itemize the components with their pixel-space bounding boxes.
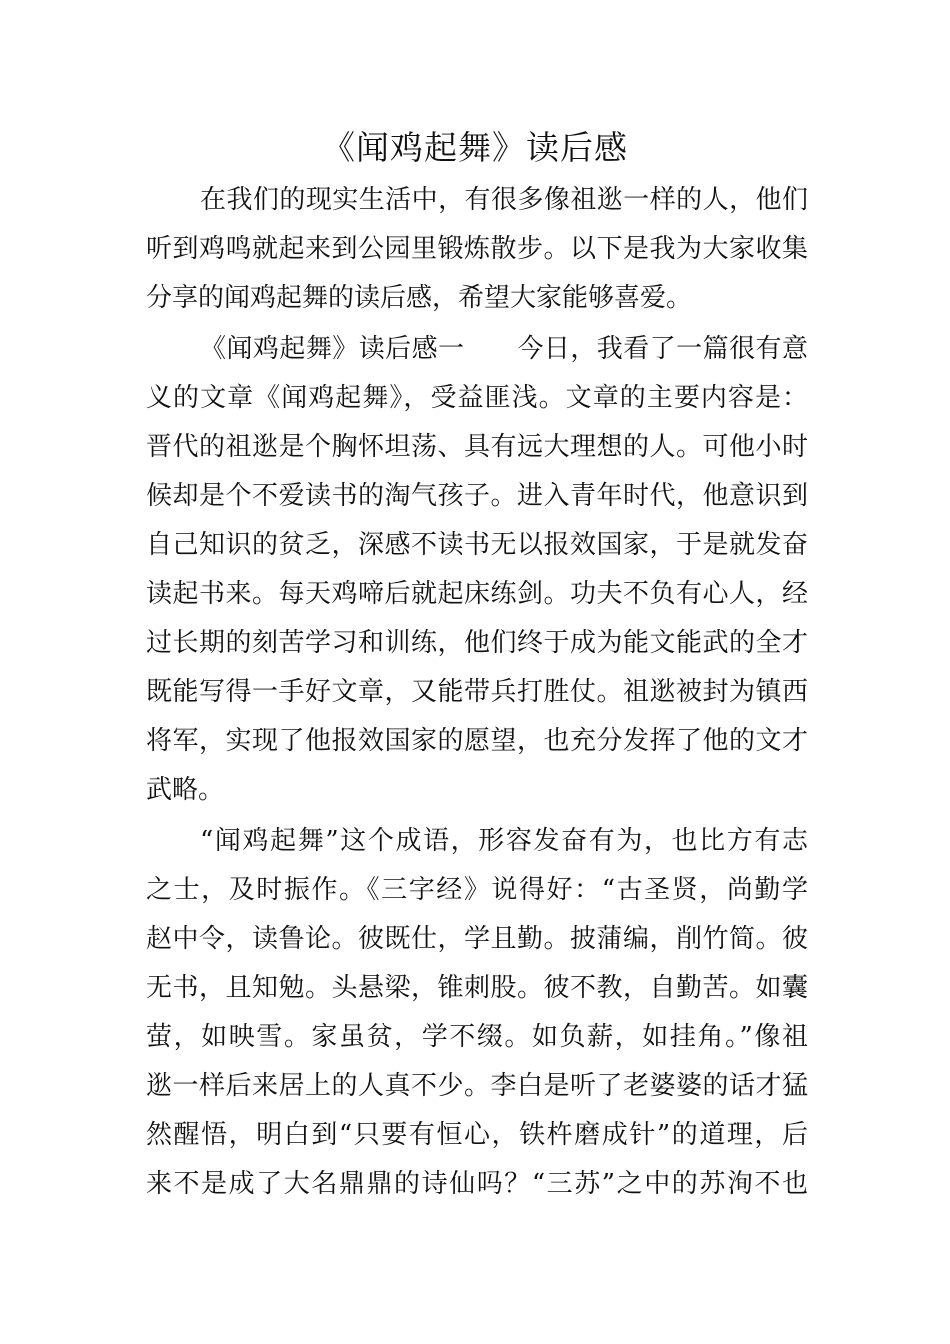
document-body (146, 176, 808, 1209)
paragraph-1-line-3: 分享的闻鸡起舞的读后感，希望大家能够喜爱。 (146, 283, 693, 313)
paragraph-3-line-3: 赵中令，读鲁论。彼既仕，学且勤。披蒲编，削竹简。彼 (146, 924, 808, 954)
paragraph-3-line-6: 逖一样后来居上的人真不少。李白是听了老婆婆的话才猛 (146, 1071, 808, 1101)
paragraph-3-line-5: 萤，如映雪。家虽贫，学不缀。如负薪，如挂角。”像祖 (146, 1022, 808, 1052)
document-title: 《闻鸡起舞》读后感 (322, 128, 628, 167)
paragraph-3-line-2: 之士，及时振作。《三字经》说得好：“古圣贤，尚勤学 (146, 875, 808, 905)
paragraph-2-line-7: 过长期的刻苦学习和训练，他们终于成为能文能武的全才 (146, 628, 808, 658)
paragraph-2-line-10: 武略。 (146, 775, 225, 805)
paragraph-2-line-6: 读起书来。每天鸡啼后就起床练剑。功夫不负有心人，经 (146, 579, 808, 609)
paragraph-2-line-5: 自己知识的贫乏，深感不读书无以报效国家，于是就发奋 (146, 530, 808, 560)
paragraph-3-line-4: 无书，且知勉。头悬梁，锥刺股。彼不教，自勤苦。如囊 (146, 973, 808, 1003)
paragraph-2-line-1: 《闻鸡起舞》读后感一 今日，我看了一篇很有意 (200, 334, 808, 364)
paragraph-3-line-1: “闻鸡起舞”这个成语，形容发奋有为，也比方有志 (200, 826, 808, 856)
paragraph-1-line-2: 听到鸡鸣就起来到公园里锻炼散步。以下是我为大家收集 (146, 234, 808, 264)
paragraph-3-line-8: 来不是成了大名鼎鼎的诗仙吗？“三苏”之中的苏洵不也 (146, 1169, 808, 1199)
paragraph-1-line-1: 在我们的现实生活中，有很多像祖逖一样的人，他们 (200, 185, 808, 215)
paragraph-2-line-9: 将军，实现了他报效国家的愿望，也充分发挥了他的文才 (146, 726, 808, 756)
paragraph-3-line-7: 然醒悟，明白到“只要有恒心，铁杵磨成针”的道理，后 (146, 1120, 808, 1150)
paragraph-2-line-2: 义的文章《闻鸡起舞》，受益匪浅。文章的主要内容是： (146, 383, 808, 413)
paragraph-2-line-4: 候却是个不爱读书的淘气孩子。进入青年时代，他意识到 (146, 481, 808, 511)
paragraph-2-line-8: 既能写得一手好文章，又能带兵打胜仗。祖逖被封为镇西 (146, 677, 808, 707)
paragraph-2-line-3: 晋代的祖逖是个胸怀坦荡、具有远大理想的人。可他小时 (146, 432, 808, 462)
